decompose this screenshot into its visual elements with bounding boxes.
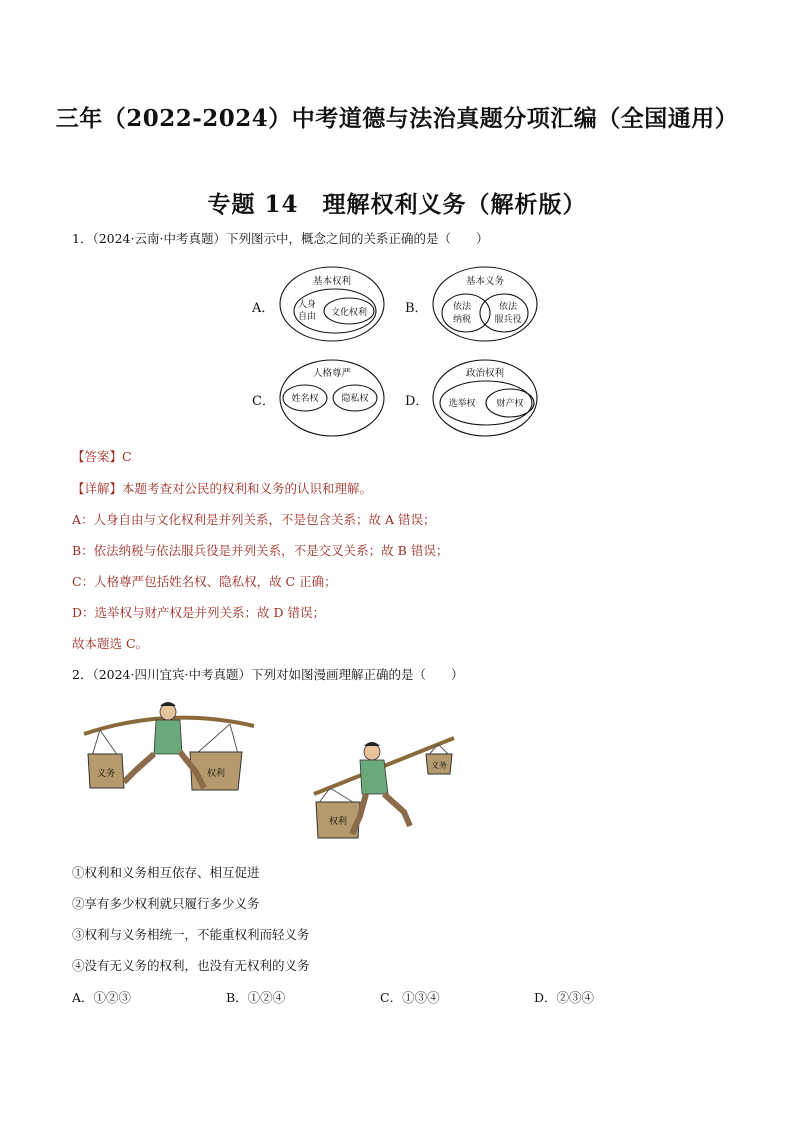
diagram-b-left-label-1: 依法 (452, 302, 472, 312)
explanation-line-d: D：选举权与财产权是并列关系；故 D 错误； (72, 605, 325, 620)
cartoon1-duty-label: 义务 (96, 769, 116, 779)
q2-option-c: C．①③④ (380, 990, 440, 1005)
detail-tag: 【详解】 (72, 481, 123, 496)
question-2-stem: 2．（2024·四川宜宾·中考真题）下列对如图漫画理解正确的是（ ） (72, 667, 464, 682)
explanation-line-b: B：依法纳税与依法服兵役是并列关系，不是交叉关系；故 B 错误； (72, 543, 449, 558)
venn-diagram-b (430, 264, 540, 344)
option-d-label: D． (405, 394, 429, 409)
cartoon2-right-label: 权利 (328, 817, 348, 827)
answer-line (72, 447, 132, 465)
question-1-stem: 1．（2024·云南·中考真题）下列图示中，概念之间的关系正确的是（ ） (72, 231, 489, 246)
q2-option-d: D．②③④ (534, 990, 595, 1005)
explanation-line-c: C：人格尊严包括姓名权、隐私权，故 C 正确； (72, 574, 337, 589)
option-a-label: A． (252, 301, 275, 316)
answer-tag: 【答案】 (72, 449, 123, 464)
diagram-d-right-label: 财产权 (496, 399, 524, 409)
diagram-b-left-label-2: 纳税 (452, 315, 472, 325)
statement-2: ②享有多少权利就只履行多少义务 (72, 896, 260, 911)
diagram-b-right-label-1: 依法 (498, 302, 518, 312)
explanation-line-a: A：人身自由与文化权利是并列关系，不是包含关系；故 A 错误； (72, 512, 436, 527)
diagram-d-left-label: 选举权 (448, 399, 476, 409)
diagram-b-right-label-2: 服兵役 (494, 315, 522, 325)
cartoon-balanced-carrier (78, 696, 258, 806)
diagram-c-left-label: 姓名权 (291, 394, 319, 404)
diagram-c-outer-label: 人格尊严 (312, 368, 352, 379)
option-c-label: C． (252, 394, 275, 409)
diagram-b-outer-label: 基本义务 (465, 276, 505, 287)
statement-4: ④没有无义务的权利，也没有无权利的义务 (72, 958, 310, 973)
q2-option-b: B．①②④ (226, 990, 286, 1005)
venn-diagram-d (430, 357, 540, 439)
diagram-c-right-label: 隐私权 (341, 394, 369, 404)
cartoon1-right-label: 权利 (206, 769, 226, 779)
venn-diagram-a (277, 264, 387, 344)
option-b-label: B． (405, 301, 428, 316)
detail-line (72, 479, 372, 497)
diagram-a-right-label: 文化权利 (330, 308, 368, 318)
statement-1: ①权利和义务相互依存、相互促进 (72, 865, 260, 880)
answer-value: C (122, 449, 132, 464)
venn-diagram-c (277, 357, 387, 439)
diagram-a-outer-label: 基本权利 (312, 276, 352, 287)
detail-text: 本题考查对公民的权利和义务的认识和理解。 (122, 481, 373, 496)
diagram-a-left-label-1: 人身 (297, 300, 317, 310)
diagram-a-left-label-2: 自由 (297, 312, 317, 322)
topic-subtitle: 专题 14 理解权利义务（解析版） (207, 191, 587, 218)
diagram-d-outer-label: 政治权利 (465, 368, 505, 379)
q2-option-a: A．①②③ (72, 990, 132, 1005)
statement-3: ③权利与义务相统一，不能重权利而轻义务 (72, 927, 310, 942)
cartoon-unbalanced-carrier (300, 722, 470, 842)
document-title: 三年（2022-2024）中考道德与法治真题分项汇编（全国通用） (55, 105, 739, 132)
cartoon2-duty-label: 义务 (431, 761, 447, 770)
conclusion-line: 故本题选 C。 (72, 636, 149, 651)
